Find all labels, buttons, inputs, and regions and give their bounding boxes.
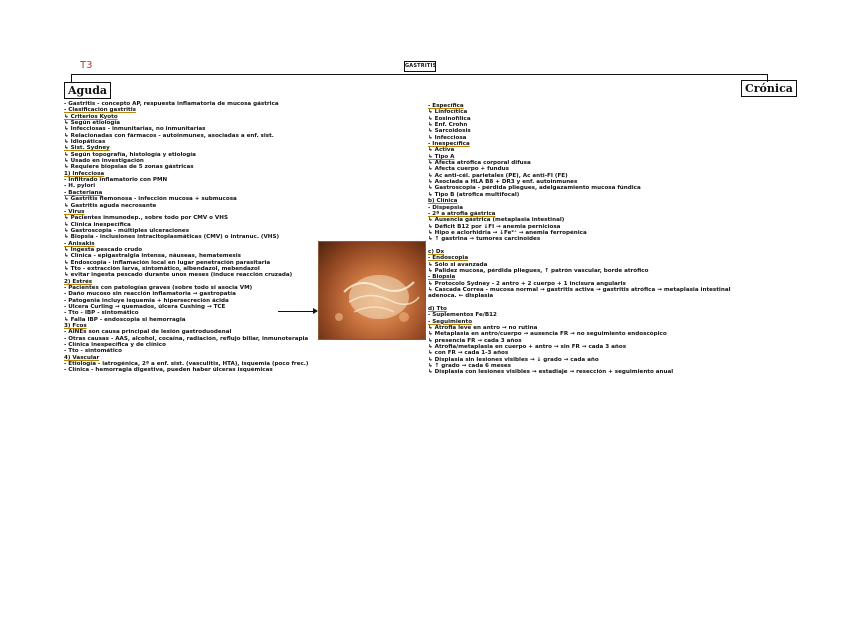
note-line: ↳ Déficit B12 por ↓FI → anemia perniciosa bbox=[428, 223, 561, 230]
note-line: ↳ Infecciosas - inmunitarias, no inmunitarias bbox=[64, 126, 206, 133]
right-column bbox=[428, 103, 731, 376]
note-line: ↳ Biopsia - inclusiones intracitoplasmáticas (CMV) o intranuc. (VHS) bbox=[64, 234, 280, 241]
note-line: - Patogenia incluye isquemia + hipersecreción ácida bbox=[64, 297, 229, 304]
note-line: - Clasificación gastritis bbox=[64, 107, 136, 114]
note-line: ↳ presencia FR → cada 3 años bbox=[428, 337, 522, 344]
note-line: ↳ Usado en investigación bbox=[64, 158, 144, 165]
note-line: ↳ Gastroscopia - múltiples ulceraciones bbox=[64, 227, 190, 234]
note-line: ↳ Ac anti-cél. parietales (PE), Ac anti-FI (FE) bbox=[428, 172, 568, 179]
note-line: ↳ con FR → cada 1-3 años bbox=[428, 350, 509, 357]
note-line: ↳ Tto - extracción larva, sintomático, albendazol, mebendazol bbox=[64, 265, 260, 272]
note-line: - Anisakis bbox=[64, 240, 95, 247]
left-column bbox=[64, 101, 308, 374]
note-line: adenoca. ← displasia bbox=[428, 293, 494, 300]
note-line: 3) Fcos bbox=[64, 323, 87, 330]
note-line: ↳ Atrofia leve en antro → no rutina bbox=[428, 325, 538, 332]
note-line: 2) Estrés bbox=[64, 278, 93, 285]
note-line: ↳ Relacionadas con fármacos - autoinmunes, asociadas a enf. sist. bbox=[64, 132, 274, 139]
note-line: ↳ Idiopáticas bbox=[64, 139, 106, 146]
topic-tag: T3 bbox=[80, 60, 93, 71]
note-line: ↳ Gastritis aguda necrosante bbox=[64, 202, 157, 209]
note-line: - Virus bbox=[64, 208, 85, 215]
note-line: ↳ Linfocítica bbox=[428, 109, 468, 116]
note-line: ↳ Clínica inespecífica bbox=[64, 221, 131, 228]
left-branch-line bbox=[71, 74, 72, 82]
note-line: - Infiltrado inflamatorio con PMN bbox=[64, 177, 168, 184]
note-line: ↳ Clínica - epigastralgia intensa, náuseas, hematemesis bbox=[64, 253, 241, 260]
note-line: ↳ ↑ grado → cada 6 meses bbox=[428, 363, 511, 370]
note-line: ↳ Sist. Sydney bbox=[64, 145, 110, 152]
chronic-label: Crónica bbox=[741, 80, 797, 97]
note-line: ↳ ↑ gastrina → tumores carcinoides bbox=[428, 236, 541, 243]
endoscopy-photo bbox=[318, 241, 426, 340]
note-line: ↳ Displasia sin lesiones visibles → ↓ grado → cada año bbox=[428, 356, 599, 363]
note-line: 4) Vascular bbox=[64, 354, 100, 361]
acute-label: Aguda bbox=[64, 82, 111, 99]
note-line: - Clínica inespecífica y de clínico bbox=[64, 342, 166, 349]
note-line: ↳ Según topografía, histología y etiología bbox=[64, 151, 196, 158]
note-line: - H. pylori bbox=[64, 183, 96, 190]
note-line: ↳ Asociada a HLA B8 + DR3 y enf. autoinmunes bbox=[428, 179, 578, 186]
note-line: b) Clínica bbox=[428, 198, 458, 205]
note-line: ↳ Infecciosa bbox=[428, 134, 467, 141]
note-line: ↳ Hipo e aclorhidria → ↓Fe²⁺ → anemia ferropénica bbox=[428, 229, 587, 236]
note-line: - Seguimiento bbox=[428, 318, 473, 325]
note-line: ↳ Endoscopia - inflamación local en lugar penetración parasitaria bbox=[64, 259, 271, 266]
note-line: ↳ Falla IBP - endoscopia si hemorragia bbox=[64, 316, 186, 323]
note-line: ↳ Metaplasia en antro/cuerpo → ausencia FR → no seguimiento endoscópico bbox=[428, 331, 667, 338]
note-line: - Pacientes con patologías graves (sobre todo si asocia VM) bbox=[64, 284, 253, 291]
note-line: - Tto - sintomático bbox=[64, 348, 122, 355]
note-line: ↳ Según etiología bbox=[64, 120, 121, 127]
note-line: - Suplementos Fe/B12 bbox=[428, 312, 497, 319]
title-underline bbox=[71, 74, 768, 75]
note-line: - Otras causas - AAS, alcohol, cocaína, radiación, reflujo biliar, inmunoterapia bbox=[64, 335, 309, 342]
note-line: ↳ Displasia con lesiones visibles → estadiaje → resección + seguimiento anual bbox=[428, 369, 674, 376]
note-line: ↳ Activa bbox=[428, 147, 455, 154]
note-line: - Gastritis - concepto AP, respuesta inflamatoria de mucosa gástrica bbox=[64, 101, 279, 107]
note-line: - Tto - IBP - sintomático bbox=[64, 310, 139, 317]
page-title: GASTRITIS bbox=[404, 61, 436, 72]
note-line: 1) Infecciosa bbox=[64, 170, 105, 177]
note-line: ↳ Gastroscopia - pérdida pliegues, adelgazamiento mucosa fúndica bbox=[428, 185, 641, 192]
note-line: - 2ª a atrofia gástrica bbox=[428, 210, 496, 217]
note-line: ↳ Pacientes inmunodep., sobre todo por CMV o VHS bbox=[64, 215, 228, 222]
note-line: ↳ Atrofia/metaplasia en cuerpo + antro → sin FR → cada 3 años bbox=[428, 344, 627, 351]
note-line: c) Dx bbox=[428, 248, 445, 255]
note-line: ↳ Tipo B (atrófica multifocal) bbox=[428, 191, 520, 198]
note-line: ↳ Tipo A bbox=[428, 153, 455, 160]
note-line: ↳ Gastritis flemonosa - infección mucosa + submucosa bbox=[64, 196, 237, 203]
photo-pointer-arrow bbox=[278, 311, 316, 312]
note-line: ↳ Ingesta pescado crudo bbox=[64, 246, 143, 253]
note-line: ↳ Requiere biopsias de 5 zonas gástricas bbox=[64, 164, 194, 171]
note-line: - Endoscopia bbox=[428, 255, 469, 262]
note-line: ↳ Afecta atrófica corporal difusa bbox=[428, 160, 531, 167]
note-line: ↳ Sólo si avanzada bbox=[428, 261, 488, 268]
note-line: d) Tto bbox=[428, 306, 447, 312]
note-line: ↳ Ausencia gástrica (metaplasia intestinal) bbox=[428, 217, 565, 224]
note-line: ↳ Sarcoidosis bbox=[428, 128, 471, 135]
note-line: - Específica bbox=[428, 103, 464, 109]
note-line: - Inespecífica bbox=[428, 141, 470, 148]
endoscopy-image bbox=[319, 242, 425, 339]
note-line: ↳ Cascada Correa - mucosa normal → gastritis activa → gastritis atrófica → metaplasia intestinal bbox=[428, 286, 731, 293]
note-line: - Dispepsia bbox=[428, 204, 463, 211]
note-line: ↳ Criterios Kyoto bbox=[64, 113, 118, 120]
note-line: - Bacteriana bbox=[64, 189, 103, 196]
note-line: ↳ Enf. Crohn bbox=[428, 122, 468, 129]
note-line: - Biopsia bbox=[428, 274, 456, 281]
note-line: - Daño mucoso sin reacción inflamatoria → gastropatía bbox=[64, 291, 236, 298]
note-line: - Etiología - iatrogénica, 2ª a enf. sist. (vasculitis, HTA), isquemia (poco frec.) bbox=[64, 361, 309, 368]
note-line: - Úlcera Curling → quemados, úlcera Cushing → TCE bbox=[64, 304, 226, 310]
note-line: ↳ Afecta cuerpo + fundus bbox=[428, 166, 509, 173]
note-line: - Clínica - hemorragia digestiva, pueden haber úlceras isquémicas bbox=[64, 367, 273, 374]
note-line: ↳ Eosinofílica bbox=[428, 115, 471, 122]
note-line: ↳ evitar ingesta pescado durante unos meses (induce reacción cruzada) bbox=[64, 272, 293, 279]
note-line: - AINEs son causa principal de lesión gastroduodenal bbox=[64, 329, 232, 336]
note-line: ↳ Palidez mucosa, pérdida pliegues, ↑ patrón vascular, borde atrófico bbox=[428, 267, 649, 274]
note-line: ↳ Protocolo Sydney - 2 antro + 2 cuerpo + 1 incisura angularis bbox=[428, 280, 626, 287]
